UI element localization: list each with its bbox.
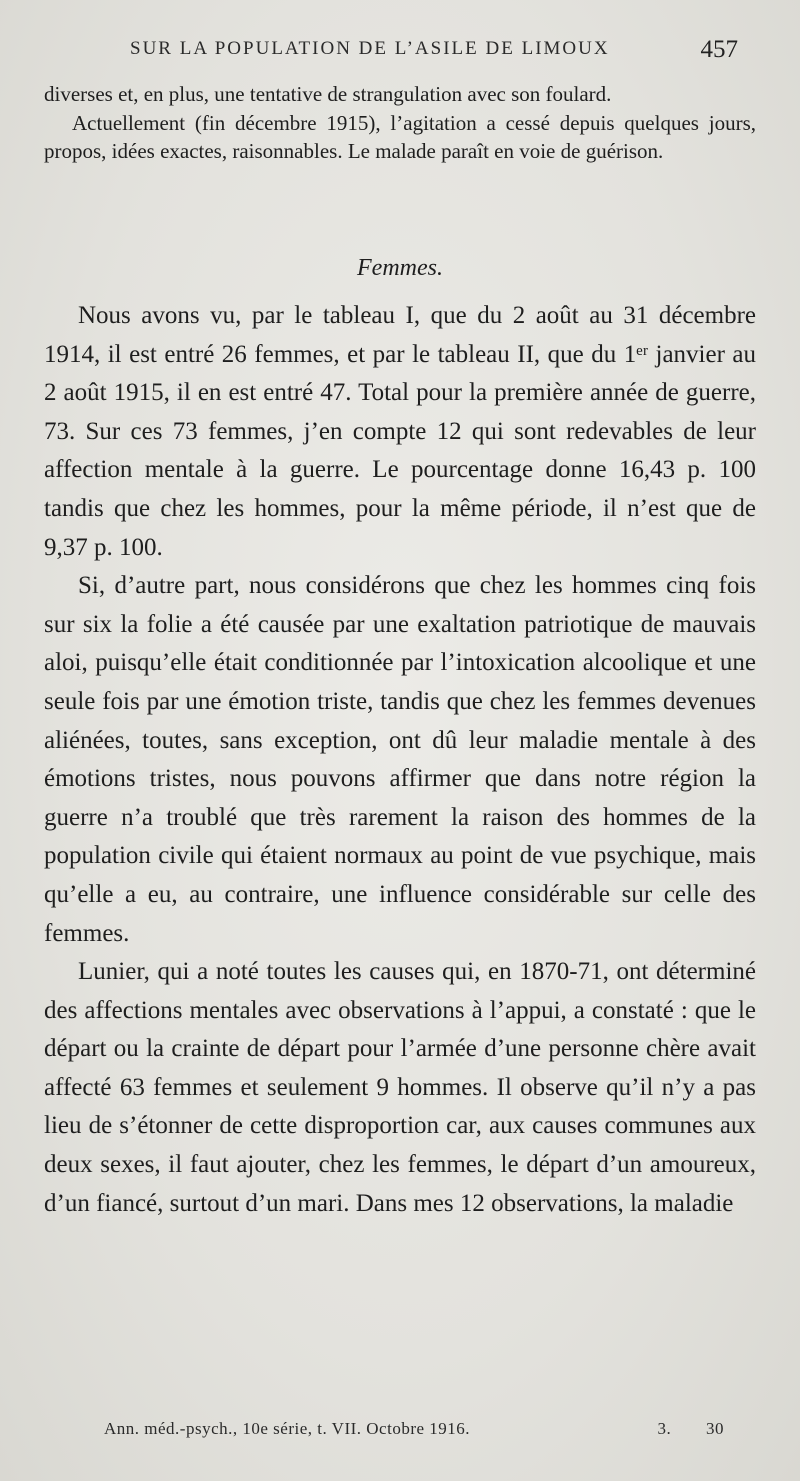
running-title: SUR LA POPULATION DE L’ASILE DE LIMOUX — [130, 38, 610, 59]
paragraph-1: diverses et, en plus, une tentative de strangulation avec son foulard. — [44, 82, 612, 106]
paragraph-2: Actuellement (fin décembre 1915), l’agitation a cessé depuis quelques jours, propos, idées exactes, raisonnables. Le malade paraît en voie de guérison. — [44, 110, 756, 163]
paragraph-3: Nous avons vu, par le tableau I, que du 2 août au 31 décembre 1914, il est entré 26 femmes, et par le tableau II, que du 1ᵉʳ janvier au 2 août 1915, il en est entré 47. Total pour la première année de guerre, 73. Sur ces 73 femmes, j’en compte 12 qui sont redevables de leur affection mentale à la guerre. Le pourcentage donne 16,43 p. 100 tandis que chez les hommes, pour la même période, il n’est que de 9,37 p. 100. — [44, 302, 756, 561]
paragraph-4: Si, d’autre part, nous considérons que chez les hommes cinq fois sur six la folie a été causée par une exaltation patriotique de mauvais aloi, puisqu’elle était conditionnée par l’intoxication alcoolique et une seule fois par une émotion triste, tandis que chez les femmes devenues aliénées, toutes, sans exception, ont dû leur maladie mentale à des émotions tristes, nous pouvons affirmer que dans notre région la guerre n’a troublé que très rarement la raison des hommes de la population civile qui étaient normaux au point de vue psychique, mais qu’elle a eu, au contraire, une influence considérable sur celle des femmes. — [44, 572, 756, 947]
women-section-text — [44, 297, 756, 1223]
page-number: 457 — [700, 36, 738, 63]
footer-signature: 3. 30 — [657, 1419, 724, 1438]
previous-case-text — [44, 80, 756, 166]
paragraph-5: Lunier, qui a noté toutes les causes qui, en 1870-71, ont déterminé des affections mentales avec observations à l’appui, a constaté : que le départ ou la crainte de départ pour l’armée d’une personne chère avait affecté 63 femmes et seulement 9 hommes. Il observe qu’il n’y a pas lieu de s’étonner de cette disproportion car, aux causes communes aux deux sexes, il faut ajouter, chez les femmes, le départ d’un amoureux, d’un fiancé, surtout d’un mari. Dans mes 12 observations, la maladie — [44, 958, 756, 1217]
section-heading: Femmes. — [357, 255, 443, 281]
footer — [104, 1419, 724, 1439]
footer-citation: Ann. méd.-psych., 10e série, t. VII. Octobre 1916. — [104, 1419, 471, 1438]
